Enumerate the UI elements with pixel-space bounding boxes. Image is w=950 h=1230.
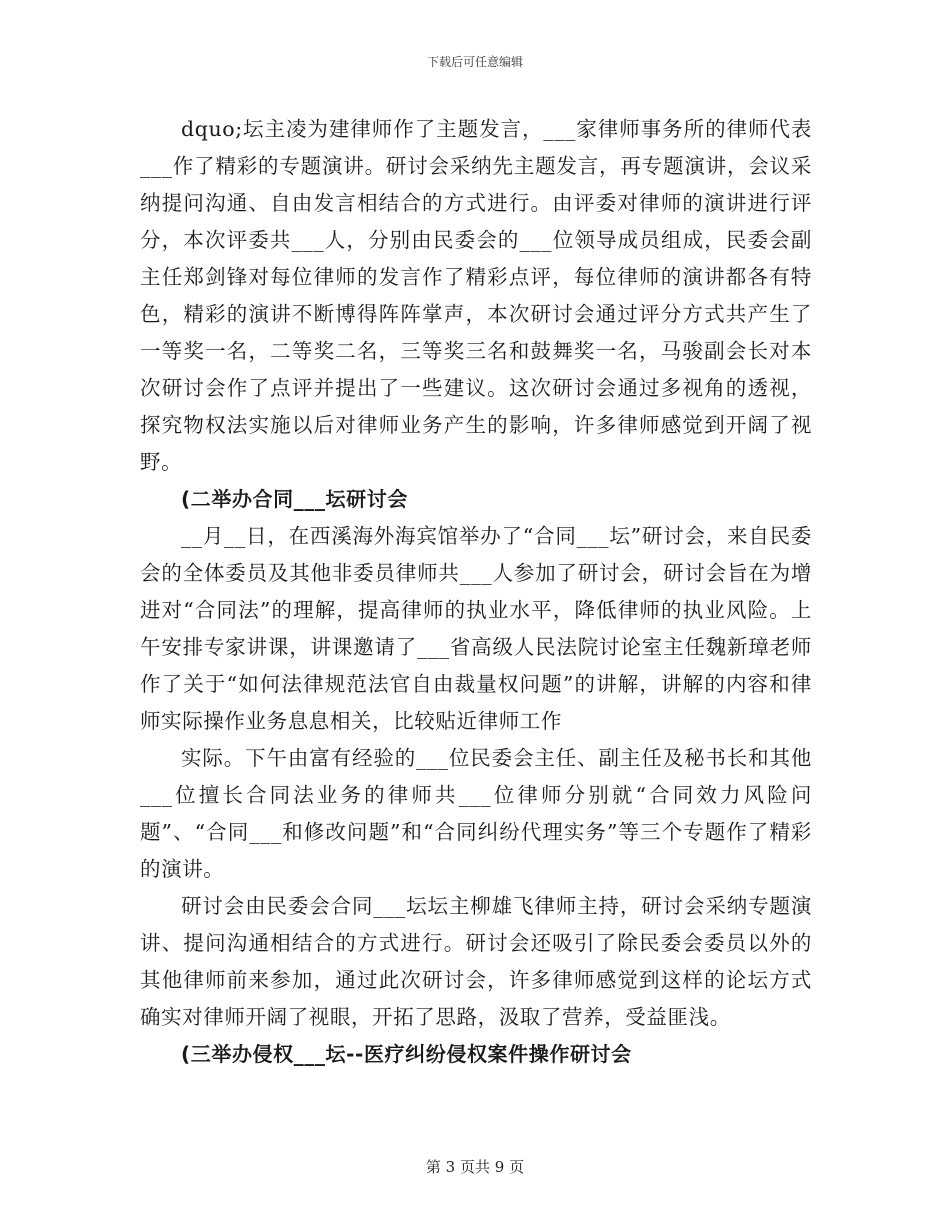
body-paragraph: 研讨会由民委会合同___坛坛主柳雄飞律师主持，研讨会采纳专题演讲、提问沟通相结合的方式进行。研讨会还吸引了除民委会委员以外的其他律师前来参加，通过此次研讨会，许多律师感觉到这样的论坛方式确实对律师开阔了视眼，开拓了思路，汲取了营养，受益匪浅。 — [140, 894, 812, 1029]
section-heading: (三举办侵权___坛--医疗纠纷侵权案件操作研讨会 — [181, 1042, 632, 1066]
page-footer: 第 3 页共 9 页 — [425, 1158, 525, 1176]
page-header: 下载后可任意编辑 — [426, 55, 523, 69]
body-paragraph: dquo;坛主凌为建律师作了主题发言，___家律师事务所的律师代表___作了精彩的专题演讲。研讨会采纳先主题发言，再专题演讲，会议采纳提问沟通、自由发言相结合的方式进行。由评委对律师的演讲进行评分，本次评委共___人，分别由民委会的___位领导成员组成，民委会副主任郑剑锋对每位律师的发言作了精彩点评，每位律师的演讲都各有特色，精彩的演讲不断博得阵阵掌声，本次研讨会通过评分方式共产生了一等奖一名，二等奖二名，三等奖三名和鼓舞奖一名，马骏副会长对本次研讨会作了点评并提出了一些建议。这次研讨会通过多视角的透视，探究物权法实施以后对律师业务产生的影响，许多律师感觉到开阔了视野。 — [140, 117, 812, 474]
body-paragraph: 实际。下午由富有经验的___位民委会主任、副主任及秘书长和其他___位擅长合同法业务的律师共___位律师分别就“合同效力风险问题”、“合同___和修改问题”和“合同纠纷代理实务”等三个专题作了精彩的演讲。 — [140, 746, 812, 881]
section-heading: (二举办合同___坛研讨会 — [181, 487, 408, 511]
document-body — [140, 111, 812, 1073]
body-paragraph: __月__日，在西溪海外海宾馆举办了“合同___坛”研讨会，来自民委会的全体委员及其他非委员律师共___人参加了研讨会，研讨会旨在为增进对“合同法”的理解，提高律师的执业水平，降低律师的执业风险。上午安排专家讲课，讲课邀请了___省高级人民法院讨论室主任魏新璋老师作了关于“如何法律规范法官自由裁量权问题”的讲解，讲解的内容和律师实际操作业务息息相关，比较贴近律师工作 — [140, 524, 812, 733]
